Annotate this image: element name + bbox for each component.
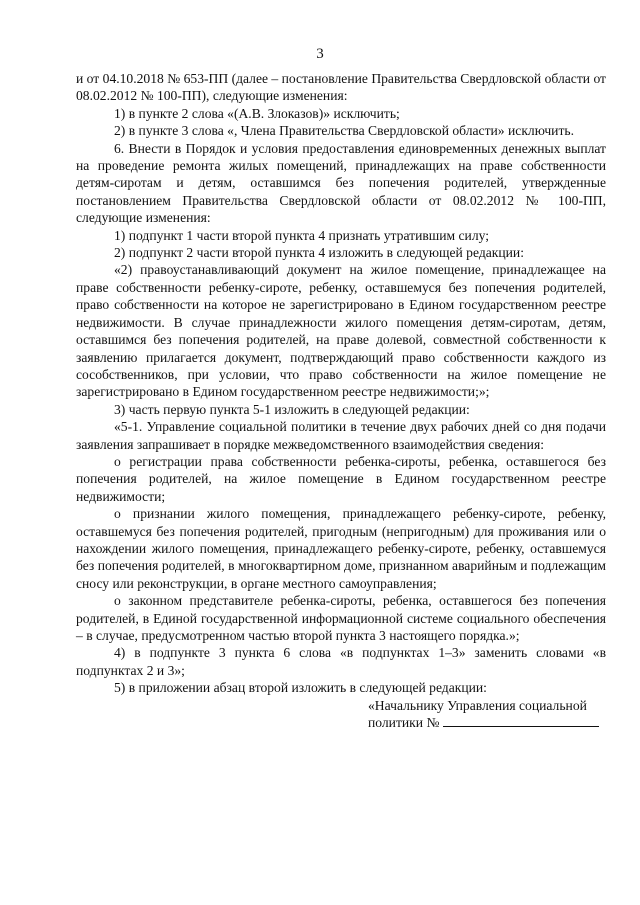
page-number: 3 bbox=[316, 46, 324, 62]
paragraph-subitem-5: 5) в приложении абзац второй изложить в следующей редакции: bbox=[114, 680, 487, 696]
addressee-line-2 bbox=[368, 714, 606, 731]
paragraph-subitem-4: 4) в подпункте 3 пункта 6 слова «в подпунктах 1–3» заменить словами «в подпунктах 2 и 3»; bbox=[76, 645, 606, 678]
addressee-line-1: «Начальнику Управления социальной bbox=[368, 697, 587, 713]
paragraph-legal-representative: о законном представителе ребенка-сироты, ребенка, оставшегося без попечения родителей, в Единой государственной информационной системе социального обеспечения – в случае, предусмотренном частью второй пункта 3 настоящего порядка.»; bbox=[76, 593, 606, 643]
addressee-line-2-text: политики № bbox=[368, 715, 440, 731]
paragraph-registration: о регистрации права собственности ребенка-сироты, ребенка, оставшегося без попечения родителей, на жилое помещение в Едином государственном реестре недвижимости; bbox=[76, 453, 606, 504]
document-body bbox=[76, 70, 606, 731]
paragraph-quote-2: «2) правоустанавливающий документ на жилое помещение, принадлежащее на праве собственности ребенку-сироте, ребенку, оставшемуся без попечения родителей, право собственности на которое не зарегистрировано в Едином государственном реестре недвижимости. В случае принадлежности жилого помещения детям-сиротам, детям, оставшимся без попечения родителей, на праве долевой, совместной собственности к заявлению прилагается документ, подтверждающий право собственности каждого из сособственников, при условии, что право собственности на жилое помещение не зарегистрировано в Едином государственном реестре недвижимости;»; bbox=[76, 262, 606, 400]
paragraph-subitem-2: 2) подпункт 2 части второй пункта 4 изложить в следующей редакции: bbox=[114, 245, 524, 261]
paragraph-item-1: 1) в пункте 2 слова «(А.В. Злоказов)» исключить; bbox=[114, 105, 400, 121]
addressee-block bbox=[76, 697, 606, 732]
paragraph-section-6: 6. Внести в Порядок и условия предоставления единовременных денежных выплат на проведение ремонта жилых помещений, принадлежащих на праве собственности детям-сиротам и детям, оставшимся без попечения родителей, утвержденные постановлением Правительства Свердловской области от 08.02.2012 № 100-ПП, следующие изменения: bbox=[76, 140, 606, 226]
paragraph-subitem-1: 1) подпункт 1 части второй пункта 4 признать утратившим силу; bbox=[114, 227, 490, 243]
paragraph-quote-5-1: «5-1. Управление социальной политики в течение двух рабочих дней со дня подачи заявления запрашивает в порядке межведомственного взаимодействия сведения: bbox=[76, 419, 606, 452]
paragraph-continuation: и от 04.10.2018 № 653-ПП (далее – постановление Правительства Свердловской области от 08.02.2012 № 100-ПП), следующие изменения: bbox=[76, 71, 606, 104]
paragraph-habitability: о признании жилого помещения, принадлежащего ребенку-сироте, ребенку, оставшемуся без попечения родителей, пригодным (непригодным) для проживания или о нахождении жилого помещения, принадлежащего ребенку-сироте, ребенку, оставшемуся без попечения родителей, в многоквартирном доме, признанном аварийным и подлежащим сносу или реконструкции, в органе местного самоуправления; bbox=[76, 506, 606, 591]
paragraph-item-2: 2) в пункте 3 слова «, Члена Правительства Свердловской области» исключить. bbox=[114, 123, 574, 139]
blank-underline bbox=[443, 714, 599, 727]
paragraph-subitem-3: 3) часть первую пункта 5-1 изложить в следующей редакции: bbox=[114, 401, 470, 417]
